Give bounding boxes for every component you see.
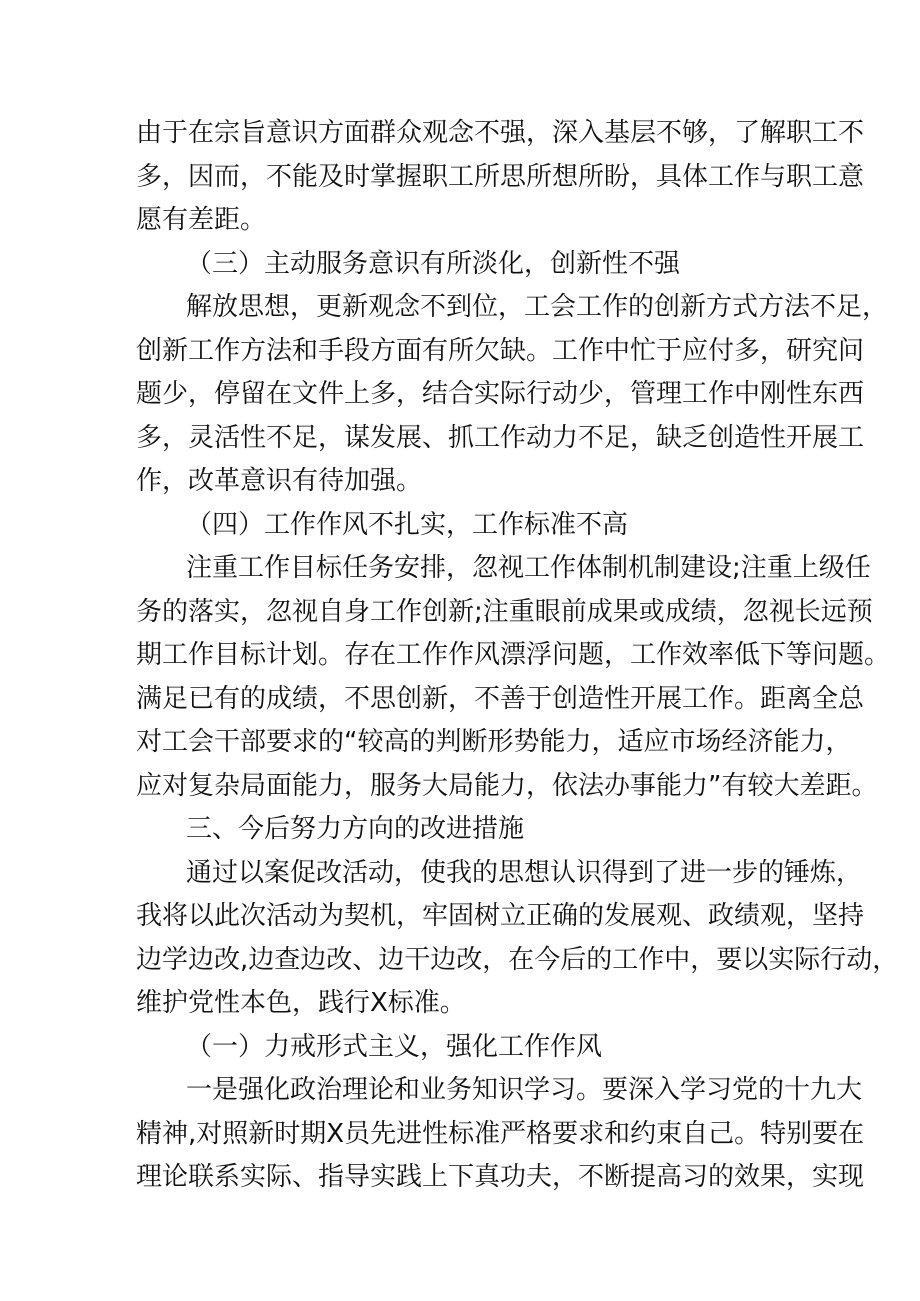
text-line: 边学边改,边查边改、边干边改，在今后的工作中，要以实际行动， (136, 944, 899, 975)
text-line: 创新工作方法和手段方面有所欠缺。工作中忙于应付多，研究问 (136, 335, 865, 366)
text-line: 维护党性本色，践行X标准。 (136, 988, 466, 1018)
document-body (136, 112, 899, 1200)
text-line: 多，灵活性不足，谋发展、抓工作动力不足，缺乏创造性开展工 (136, 422, 865, 453)
section-heading: （三）主动服务意识有所淡化，创新性不强 (186, 248, 681, 279)
text-line: 注重工作目标任务安排，忽视工作体制机制建设;注重上级任 (186, 553, 871, 583)
text-line: 通过以案促改活动，使我的思想认识得到了进一步的锤炼， (186, 857, 863, 888)
text-line: 愿有差距。 (136, 205, 267, 235)
text-line: 题少，停留在文件上多，结合实际行动少，管理工作中刚性东西 (136, 379, 865, 409)
text-line: 一是强化政治理论和业务知识学习。要深入学习党的十九大 (186, 1075, 863, 1105)
text-line: 精神,对照新时期X员先进性标准严格要求和约束自己。特别要在 (136, 1118, 865, 1149)
text-line: 期工作目标计划。存在工作作风漂浮问题，工作效率低下等问题。 (136, 640, 891, 670)
text-line: 务的落实，忽视自身工作创新;注重眼前成果或成绩，忽视长远预 (136, 596, 873, 627)
text-line: 我将以此次活动为契机，牢固树立正确的发展观、政绩观，坚持 (136, 901, 865, 931)
text-line: 多，因而，不能及时掌握职工所思所想所盼，具体工作与职工意 (136, 161, 865, 192)
text-line: 应对复杂局面能力，服务大局能力，依法办事能力”有较大差距。 (136, 770, 878, 801)
text-line: 作，改革意识有待加强。 (136, 466, 423, 496)
section-heading: （一）力戒形式主义，强化工作作风 (186, 1031, 603, 1062)
section-heading: 三、今后努力方向的改进措施 (186, 814, 525, 844)
text-line: 满足已有的成绩，不思创新，不善于创造性开展工作。距离全总 (136, 683, 865, 714)
text-line: 理论联系实际、指导实践上下真功夫，不断提高习的效果，实现 (136, 1162, 865, 1192)
section-heading: （四）工作作风不扎实，工作标准不高 (186, 509, 629, 540)
text-line: 解放思想，更新观念不到位，工会工作的创新方式方法不足， (186, 292, 889, 322)
text-line: 对工会干部要求的“较高的判断形势能力，适应市场经济能力， (136, 727, 852, 757)
text-line: 由于在宗旨意识方面群众观念不强，深入基层不够，了解职工不 (136, 118, 865, 148)
